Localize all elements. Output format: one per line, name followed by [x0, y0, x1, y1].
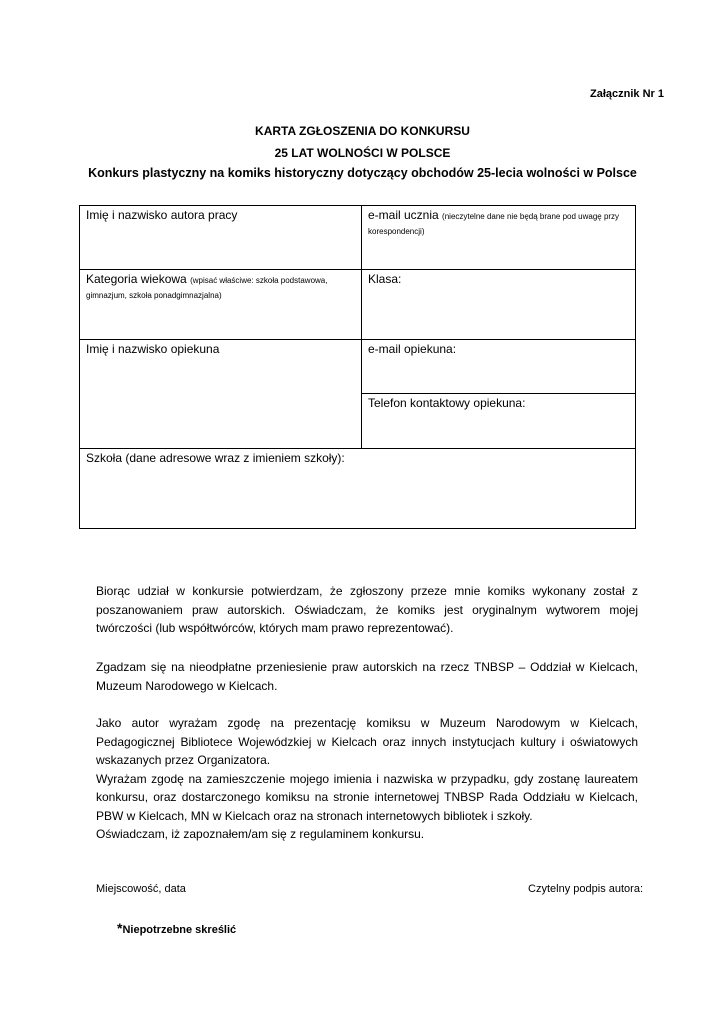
footnote [117, 920, 236, 936]
student-email-field[interactable] [362, 206, 635, 269]
author-signature-label: Czytelny podpis autora: [528, 883, 643, 895]
declaration-consents [96, 714, 638, 844]
author-name-field[interactable] [80, 206, 361, 269]
student-email-label: e-mail ucznia [368, 208, 439, 222]
footnote-asterisk: * [117, 920, 123, 936]
guardian-email-label: e-mail opiekuna: [368, 342, 457, 356]
declaration-copyright: Biorąc udział w konkursie potwierdzam, że zgłoszony przeze mnie komiks wykonany został z poszanowaniem praw autorskich. Oświadczam, że komiks jest oryginalnym wytworem mojej twórczości (lub współtwórców, których mam prawo reprezentować). [96, 584, 638, 635]
guardian-name-label: Imię i nazwisko opiekuna [86, 342, 220, 356]
declaration-publication-consent: Wyrażam zgodę na zamieszczenie mojego imienia i nazwiska w przypadku, gdy zostanę laureatem konkursu, oraz dostarczonego komiksu na stronie internetowej TNBSP Rada Oddziału w Kielcach, PBW w Kielcach, MN w Kielcach oraz na stronach internetowych bibliotek i szkoły. [96, 771, 638, 823]
school-field[interactable] [80, 449, 635, 528]
author-name-label: Imię i nazwisko autora pracy [86, 208, 238, 222]
guardian-email-field[interactable] [362, 340, 635, 393]
declaration-rights-transfer: Zgadzam się na nieodpłatne przeniesienie praw autorskich na rzecz TNBSP – Oddział w Kielcach, Muzeum Narodowego w Kielcach. [96, 660, 638, 693]
school-label: Szkoła (dane adresowe wraz z imieniem szkoły): [86, 451, 345, 465]
guardian-name-field[interactable] [80, 340, 361, 448]
age-category-field[interactable] [80, 270, 361, 339]
place-date-label: Miejscowość, data [96, 883, 186, 895]
guardian-phone-field[interactable] [362, 394, 635, 448]
declaration-presentation-consent: Jako autor wyrażam zgodę na prezentację komiksu w Muzeum Narodowym w Kielcach, Pedagogicznej Bibliotece Wojewódzkiej w Kielcach oraz innych instytucjach kultury i oświatowych wskazanych przez Organizatora. [96, 716, 638, 767]
guardian-phone-label: Telefon kontaktowy opiekuna: [368, 396, 526, 410]
attachment-label: Załącznik Nr 1 [590, 88, 664, 100]
class-field[interactable] [362, 270, 635, 339]
entry-form-table [79, 205, 636, 529]
contest-name: 25 LAT WOLNOŚCI W POLSCE [274, 146, 451, 160]
contest-subtitle: Konkurs plastyczny na komiks historyczny dotyczący obchodów 25-lecia wolności w Polsce [88, 166, 637, 180]
form-title: KARTA ZGŁOSZENIA DO KONKURSU [255, 124, 470, 138]
class-label: Klasa: [368, 272, 402, 286]
age-category-note: (wpisać właściwe: szkoła podstawowa, gimnazjum, szkoła ponadgimnazjalna) [86, 276, 328, 300]
footnote-text: Niepotrzebne skreślić [122, 924, 237, 936]
age-category-label: Kategoria wiekowa [86, 272, 187, 286]
declaration-rules-acknowledgement: Oświadczam, iż zapoznałem/am się z regulaminem konkursu. [96, 827, 425, 841]
student-email-note: (nieczytelne dane nie będą brane pod uwagę przy korespondencji) [368, 212, 620, 236]
